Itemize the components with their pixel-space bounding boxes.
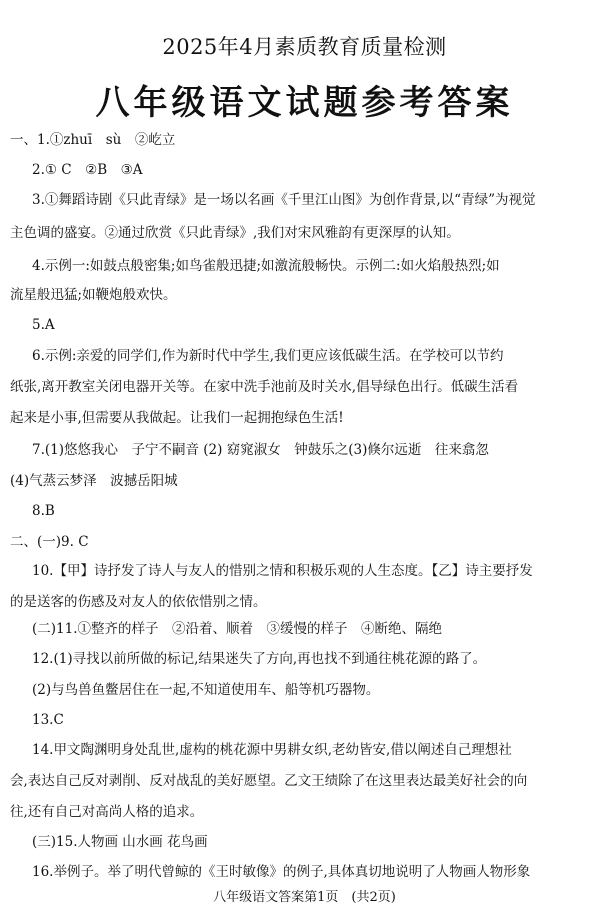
answer-line: 主色调的盛宴。②通过欣赏《只此青绿》,我们对宋风雅韵有更深厚的认知。 xyxy=(10,225,460,241)
answer-line: (三)15.人物画 山水画 花鸟画 xyxy=(32,834,208,850)
answer-line: 的是送客的伤感及对友人的依依惜别之情。 xyxy=(10,594,267,610)
answer-line: (2)与鸟兽鱼鳖居住在一起,不知道使用车、船等机巧器物。 xyxy=(32,682,380,698)
answer-line: (4)气蒸云梦泽 波撼岳阳城 xyxy=(10,473,178,489)
answer-line: 12.(1)寻找以前所做的标记,结果迷失了方向,再也找不到通往桃花源的路了。 xyxy=(32,651,487,667)
answer-line: 往,还有自己对高尚人格的追求。 xyxy=(10,804,204,820)
exam-title: 2025年4月素质教育质量检测 xyxy=(162,35,447,59)
answer-line: 14.甲文陶渊明身处乱世,虚构的桃花源中男耕女织,老幼皆安,借以阐述自己理想社 xyxy=(32,742,512,758)
answer-line: (二)11.①整齐的样子 ②沿着、顺着 ③缓慢的样子 ④断绝、隔绝 xyxy=(32,621,443,637)
answer-line: 7.(1)悠悠我心 子宁不嗣音 (2) 窈窕淑女 钟鼓乐之(3)倏尔远逝 往来翕忽 xyxy=(32,442,489,458)
page-footer: 八年级语文答案第1页 (共2页) xyxy=(213,890,396,905)
document-title: 八年级语文试题参考答案 xyxy=(95,83,514,123)
answer-line: 2.① C ②B ③A xyxy=(32,162,143,178)
answer-line: 二、(一)9. C xyxy=(10,534,89,550)
answer-line: 5.A xyxy=(32,317,55,333)
answer-line: 流星般迅猛;如鞭炮般欢快。 xyxy=(10,287,177,303)
answer-line: 6.示例:亲爱的同学们,作为新时代中学生,我们更应该低碳生活。在学校可以节约 xyxy=(32,348,504,364)
answer-line: 10.【甲】诗抒发了诗人与友人的惜别之情和积极乐观的人生态度。【乙】诗主要抒发 xyxy=(32,563,533,579)
answer-line: 起来是小事,但需要从我做起。让我们一起拥抱绿色生活! xyxy=(10,410,344,426)
answer-line: 3.①舞蹈诗剧《只此青绿》是一场以名画《千里江山图》为创作背景,以“青绿”为视觉 xyxy=(32,192,536,208)
answer-line: 13.C xyxy=(32,712,64,728)
answer-line: 16.举例子。举了明代曾鲸的《王时敏像》的例子,具体真切地说明了人物画人物形象 xyxy=(32,864,531,880)
answer-line: 8.B xyxy=(32,503,55,519)
answer-line: 纸张,离开教室关闭电器开关等。在家中洗手池前及时关水,倡导绿色出行。低碳生活看 xyxy=(10,379,519,395)
answer-line: 一、1.①zhuī sù ②屹立 xyxy=(10,132,176,148)
answer-line: 4.示例一:如鼓点般密集;如鸟雀般迅捷;如激流般畅快。示例二:如火焰般热烈;如 xyxy=(32,258,500,274)
answer-line: 会,表达自己反对剥削、反对战乱的美好愿望。乙文王绩除了在这里表达最美好社会的向 xyxy=(10,773,528,789)
